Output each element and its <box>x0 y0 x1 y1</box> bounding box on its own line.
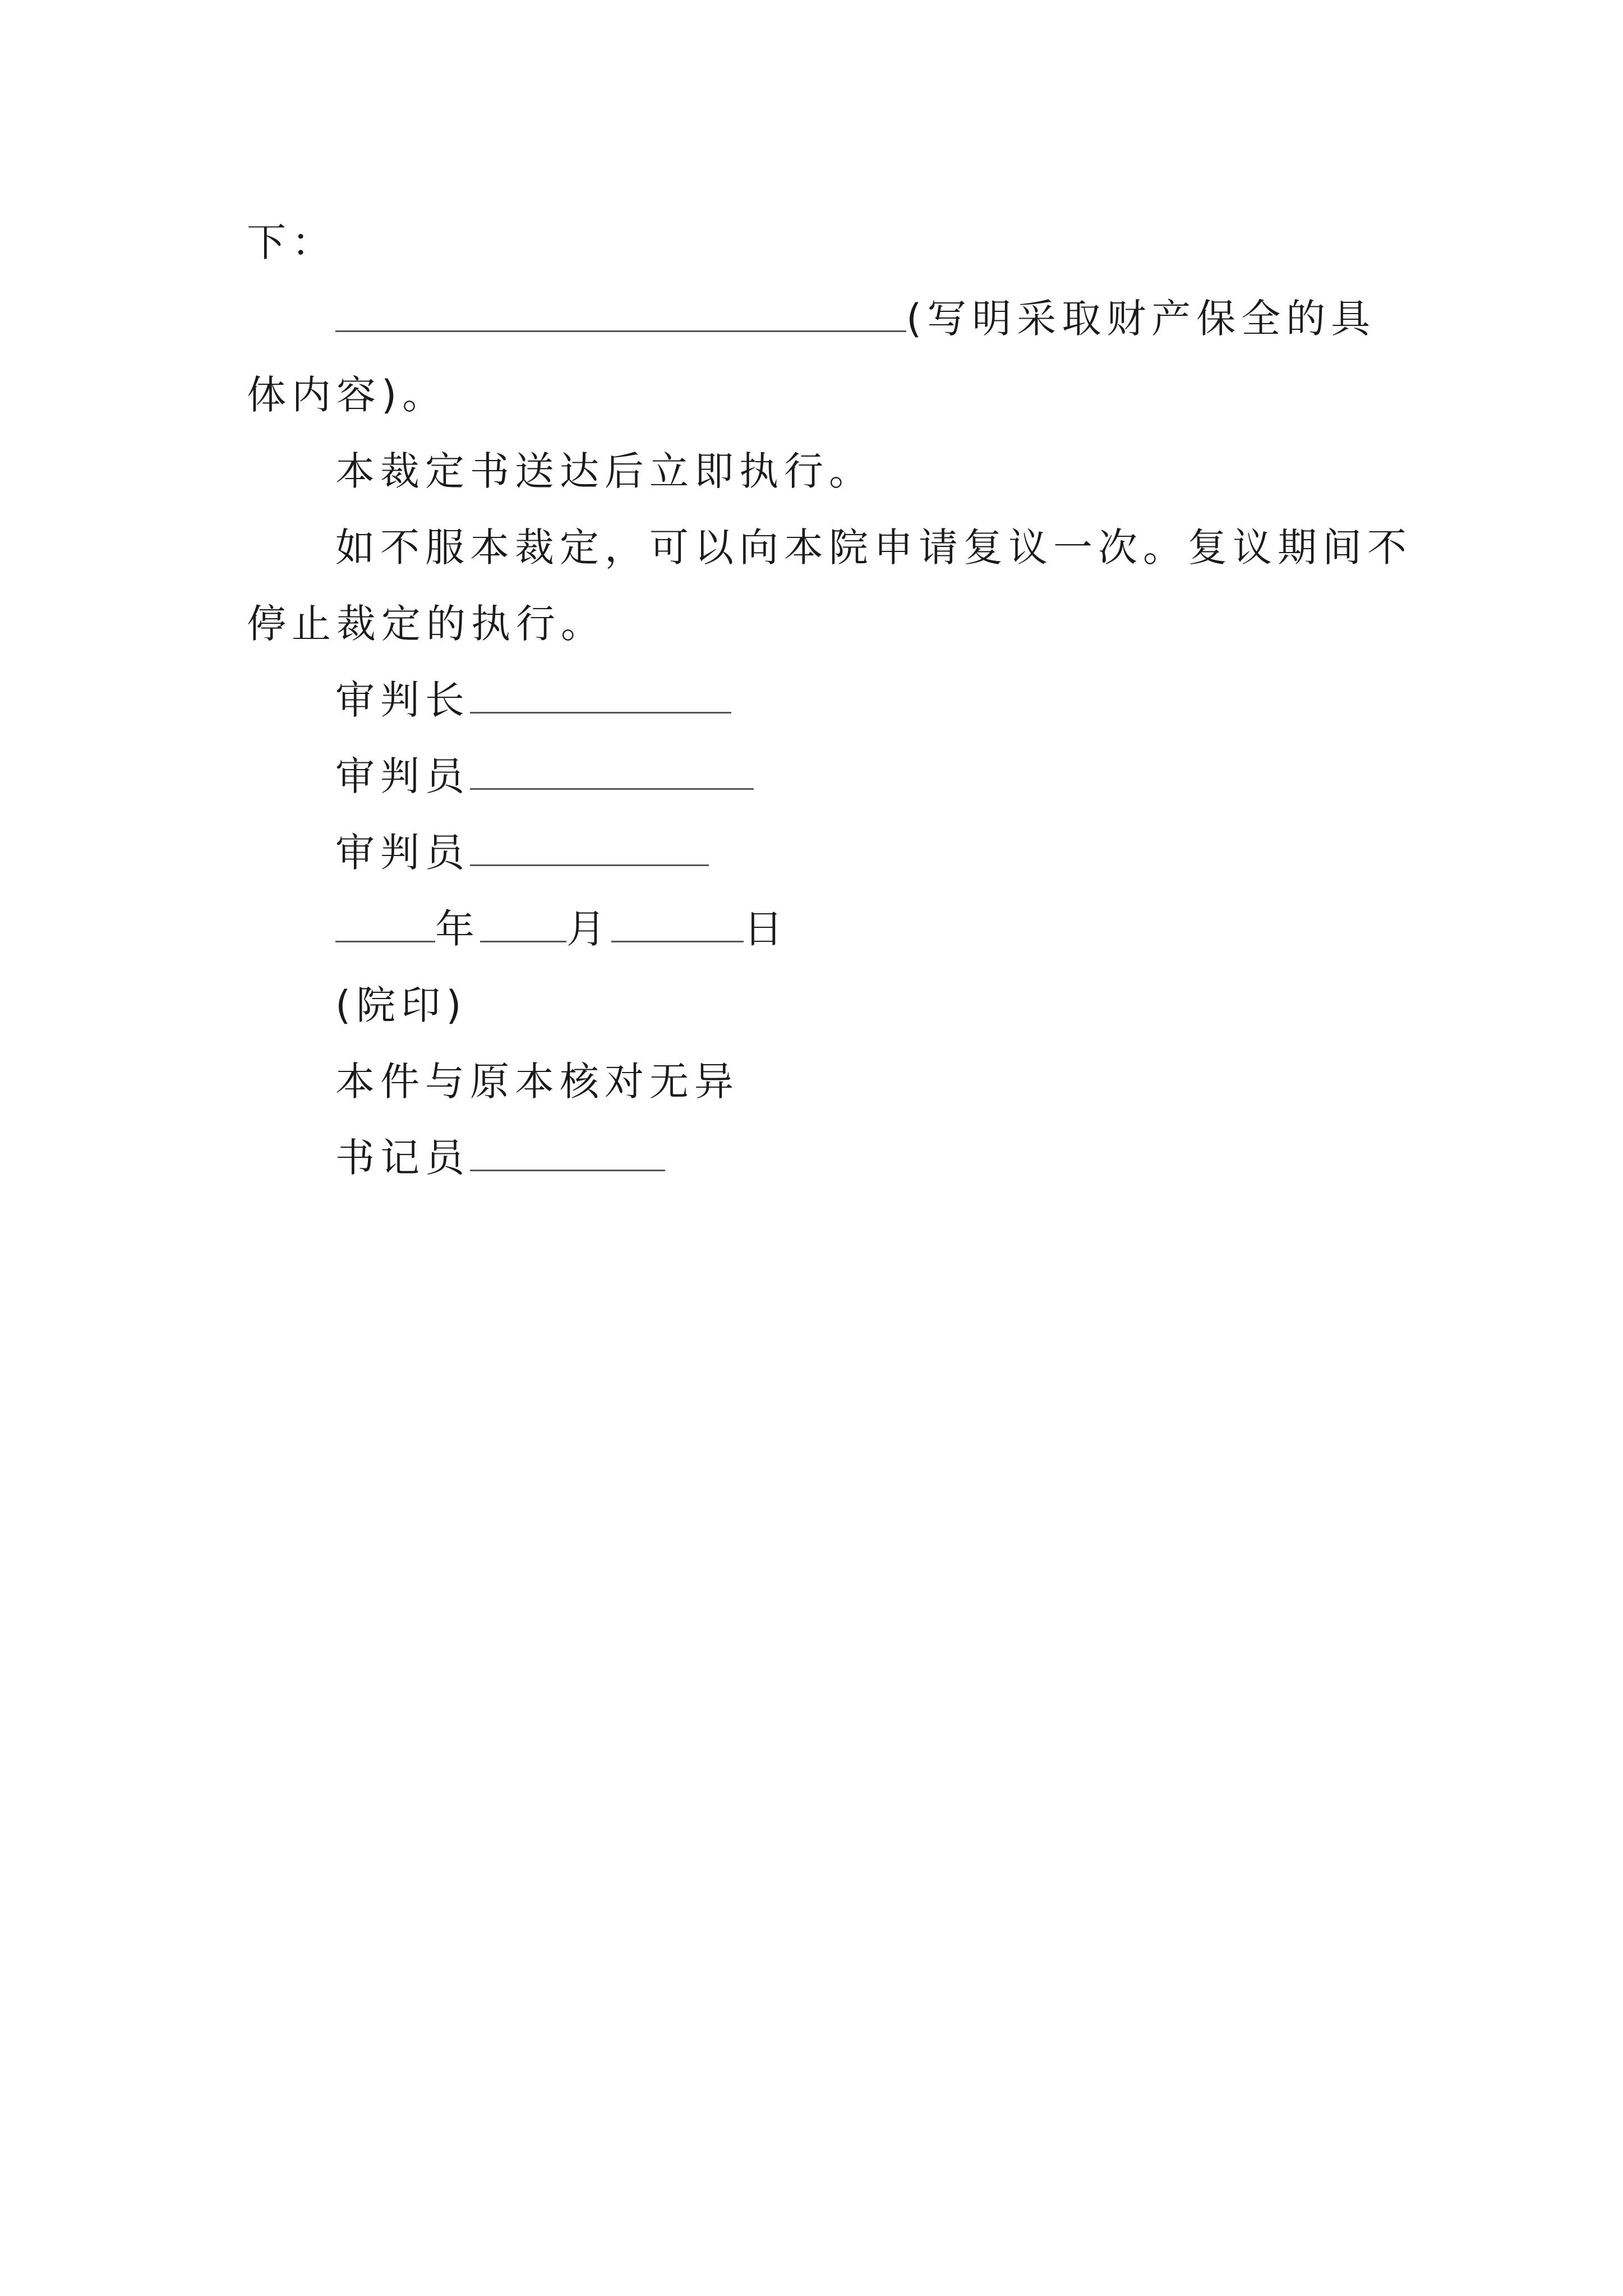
court-seal <box>335 980 467 1030</box>
intro-tail-text: 下： <box>247 219 336 265</box>
judge1-label: 审判员 <box>335 753 470 799</box>
certification <box>335 1056 739 1107</box>
presiding-judge-blank <box>470 677 731 714</box>
clerk-blank <box>470 1135 665 1171</box>
property-clause-line1 <box>335 293 1376 344</box>
clerk-line <box>335 1133 665 1183</box>
judge1-line <box>335 751 754 802</box>
reconsideration-line2 <box>247 599 606 649</box>
judge1-blank <box>470 753 754 790</box>
effect-sentence-text: 本裁定书送达后立即执行。 <box>335 448 874 494</box>
year-label: 年 <box>435 906 480 952</box>
effect-sentence <box>335 446 874 496</box>
reconsideration-part2: 停止裁定的执行。 <box>247 601 606 647</box>
date-line <box>335 904 789 954</box>
property-clause-note-part2: 体内容)。 <box>247 372 448 418</box>
day-label: 日 <box>744 906 789 952</box>
court-seal-text: (院印) <box>335 982 467 1028</box>
reconsideration-part1: 如不服本裁定，可以向本院申请复议一次。复议期间不 <box>335 524 1412 570</box>
presiding-judge-line <box>335 675 731 725</box>
year-blank <box>335 906 435 942</box>
certification-text: 本件与原本核对无异 <box>335 1059 739 1105</box>
property-content-blank <box>335 296 906 332</box>
property-clause-line2 <box>247 370 447 420</box>
judge2-line <box>335 827 709 878</box>
property-clause-note-part1: (写明采取财产保全的具 <box>906 296 1376 342</box>
clerk-label: 书记员 <box>335 1135 470 1181</box>
reconsideration-line1 <box>335 522 1412 573</box>
day-blank <box>611 906 744 942</box>
judge2-label: 审判员 <box>335 830 470 876</box>
judge2-blank <box>470 830 709 866</box>
intro-tail <box>247 217 336 268</box>
month-blank <box>480 906 566 942</box>
month-label: 月 <box>566 906 611 952</box>
presiding-judge-label: 审判长 <box>335 677 470 723</box>
